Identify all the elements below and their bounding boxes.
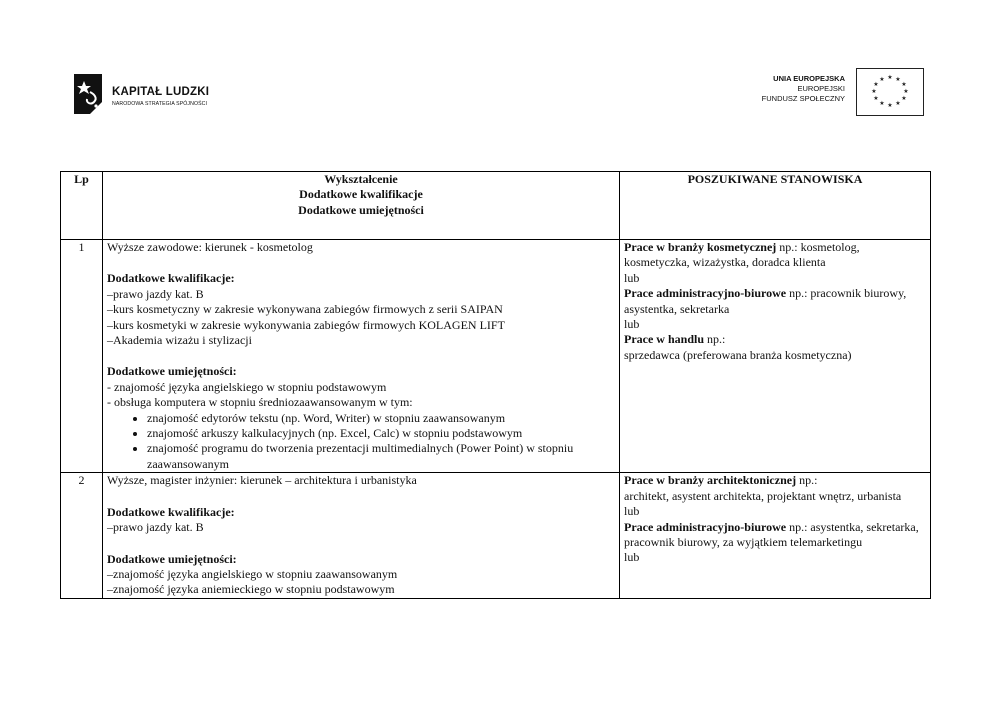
skills-heading: Dodatkowe umiejętności: (107, 364, 237, 379)
row-lp: 1 (61, 240, 103, 473)
kapital-ludzki-emblem-icon (72, 72, 106, 116)
svg-text:★: ★ (887, 102, 893, 109)
qualifications-heading: Dodatkowe kwalifikacje: (107, 271, 235, 286)
position-line: Prace administracyjno-biurowe np.: asystentka, sekretarka, pracownik biurowy, za wyjątkiem telemarketingu (624, 519, 919, 549)
header-mid-line3: Dodatkowe umiejętności (298, 202, 424, 217)
education-text: Wyższe zawodowe: kierunek - kosmetolog (107, 240, 313, 254)
row-education-cell (103, 473, 620, 598)
header-lp: Lp (61, 172, 103, 240)
svg-text:★: ★ (873, 95, 879, 102)
svg-text:★: ★ (895, 100, 901, 107)
row-positions-cell (620, 473, 931, 598)
eu-logo (748, 68, 928, 118)
skill-bullet: • znajomość programu do tworzenia prezentacji multimedialnych (Power Point) w stopniu zaawansowanym (147, 441, 615, 472)
qualification-item: –prawo jazdy kat. B (107, 286, 204, 301)
position-line: architekt, asystent architekta, projektant wnętrz, urbanista (624, 488, 902, 503)
table-row (61, 240, 931, 473)
svg-text:★: ★ (879, 76, 885, 83)
table-header-row (61, 172, 931, 240)
education-text: Wyższe, magister inżynier: kierunek – architektura i urbanistyka (107, 473, 417, 488)
position-line: Prace w handlu np.: (624, 332, 726, 347)
position-line: Prace w branży kosmetycznej np.: kosmetolog, kosmetyczka, wizażystka, doradca klienta (624, 240, 860, 270)
kapital-ludzki-logo (72, 72, 242, 116)
position-line: lub (624, 317, 640, 332)
eu-flag-icon (856, 68, 924, 116)
positions-table (60, 171, 931, 599)
row-positions-cell (620, 240, 931, 473)
eu-logo-text (762, 74, 845, 104)
qualification-item: –kurs kosmetyki w zakresie wykonywania zabiegów firmowych KOLAGEN LIFT (107, 317, 505, 332)
svg-text:★: ★ (895, 76, 901, 83)
svg-text:★: ★ (871, 88, 877, 95)
logo-left-title: KAPITAŁ LUDZKI (112, 86, 210, 98)
header-mid-line2: Dodatkowe kwalifikacje (299, 187, 423, 202)
row-lp: 2 (61, 473, 103, 598)
header-mid-line1: Wykształcenie (324, 172, 398, 186)
svg-text:★: ★ (879, 100, 885, 107)
qualifications-heading: Dodatkowe kwalifikacje: (107, 504, 235, 519)
position-line: lub (624, 550, 640, 565)
row-education-cell (103, 240, 620, 473)
header-education (103, 172, 620, 240)
skill-bullet: • znajomość arkuszy kalkulacyjnych (np. Excel, Calc) w stopniu podstawowym (147, 426, 615, 441)
qualification-item: –Akademia wizażu i stylizacji (107, 333, 252, 348)
table-row (61, 473, 931, 598)
position-line: lub (624, 504, 640, 519)
skill-item: - znajomość języka angielskiego w stopniu podstawowym (107, 379, 387, 394)
eu-logo-line2: EUROPEJSKI (797, 84, 845, 93)
skill-item: –znajomość języka aniemieckiego w stopniu podstawowym (107, 582, 395, 597)
position-line: Prace administracyjno-biurowe np.: pracownik biurowy, asystentka, sekretarka (624, 286, 907, 316)
svg-text:★: ★ (901, 81, 907, 88)
qualification-item: –prawo jazdy kat. B (107, 520, 204, 535)
position-line: Prace w branży architektonicznej np.: (624, 473, 818, 488)
position-line: sprzedawca (preferowana branża kosmetyczna) (624, 347, 852, 362)
qualification-item: –kurs kosmetyczny w zakresie wykonywana zabiegów firmowych z serii SAIPAN (107, 302, 503, 317)
eu-logo-line3: FUNDUSZ SPOŁECZNY (761, 94, 845, 103)
skill-item: - obsługa komputera w stopniu średniozaawansowanym w tym: (107, 395, 413, 410)
eu-logo-line1: UNIA EUROPEJSKA (773, 74, 845, 83)
skills-heading: Dodatkowe umiejętności: (107, 551, 237, 566)
logo-left-subtitle: NARODOWA STRATEGIA SPÓJNOŚCI (112, 101, 208, 107)
header-positions: POSZUKIWANE STANOWISKA (620, 172, 931, 240)
skill-bullet: • znajomość edytorów tekstu (np. Word, Writer) w stopniu zaawansowanym (147, 411, 615, 426)
svg-text:★: ★ (887, 74, 893, 81)
svg-text:★: ★ (901, 95, 907, 102)
skill-bullet-list (107, 411, 615, 473)
svg-text:★: ★ (873, 81, 879, 88)
svg-text:★: ★ (903, 88, 909, 95)
position-line: lub (624, 270, 640, 285)
skill-item: –znajomość języka angielskiego w stopniu zaawansowanym (107, 566, 398, 581)
